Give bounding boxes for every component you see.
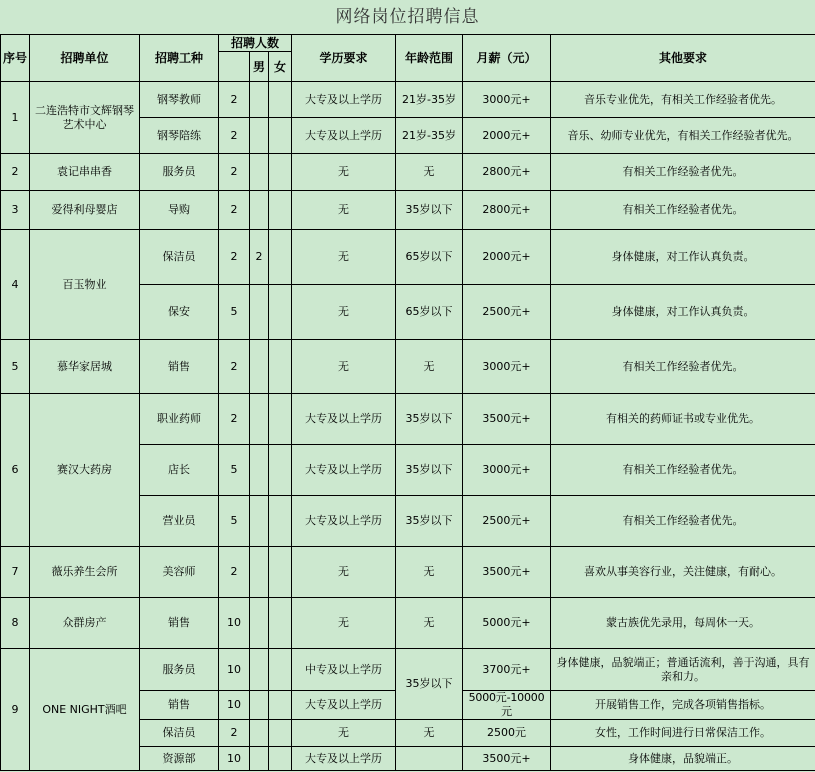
education-cell: 中专及以上学历 [292, 649, 396, 691]
education-cell: 无 [292, 598, 396, 649]
salary-cell: 2000元+ [463, 118, 551, 154]
position-cell: 服务员 [140, 649, 219, 691]
age-cell: 35岁以下 [396, 191, 463, 230]
female-cell [250, 285, 269, 340]
age-cell: 无 [396, 598, 463, 649]
table-row [1, 649, 815, 691]
age-cell: 无 [396, 720, 463, 747]
company-cell: 众群房产 [30, 598, 140, 649]
position-cell: 保洁员 [140, 720, 219, 747]
salary-cell: 2500元 [463, 720, 551, 747]
age-cell: 35岁以下 [396, 496, 463, 547]
salary-cell: 3000元+ [463, 445, 551, 496]
age-cell [396, 747, 463, 771]
age-cell: 21岁-35岁 [396, 118, 463, 154]
other-cell: 有相关工作经验者优先。 [551, 445, 815, 496]
blank-cell [269, 547, 292, 598]
position-cell: 导购 [140, 191, 219, 230]
female-cell [250, 649, 269, 691]
position-cell: 职业药师 [140, 394, 219, 445]
education-cell: 大专及以上学历 [292, 118, 396, 154]
count-cell: 2 [219, 154, 250, 191]
female-cell [250, 691, 269, 720]
other-cell: 喜欢从事美容行业，关注健康，有耐心。 [551, 547, 815, 598]
salary-cell: 2800元+ [463, 154, 551, 191]
other-cell: 音乐专业优先，有相关工作经验者优先。 [551, 82, 815, 118]
count-cell: 2 [219, 118, 250, 154]
other-cell: 开展销售工作，完成各项销售指标。 [551, 691, 815, 720]
table-row [1, 394, 815, 445]
position-cell: 保安 [140, 285, 219, 340]
other-cell: 身体健康，品貌端正。 [551, 747, 815, 771]
blank-cell [269, 598, 292, 649]
header-count-blank [219, 52, 250, 82]
count-cell: 2 [219, 82, 250, 118]
education-cell: 无 [292, 720, 396, 747]
salary-cell: 3500元+ [463, 747, 551, 771]
female-cell [250, 445, 269, 496]
other-cell: 女性，工作时间进行日常保洁工作。 [551, 720, 815, 747]
position-cell: 店长 [140, 445, 219, 496]
count-cell: 5 [219, 496, 250, 547]
age-cell: 无 [396, 154, 463, 191]
education-cell: 大专及以上学历 [292, 747, 396, 771]
count-cell: 5 [219, 445, 250, 496]
female-cell [250, 720, 269, 747]
salary-cell: 2500元+ [463, 285, 551, 340]
count-cell: 2 [219, 394, 250, 445]
position-cell: 销售 [140, 598, 219, 649]
age-cell: 65岁以下 [396, 230, 463, 285]
blank-cell [269, 340, 292, 394]
seq-cell: 7 [1, 547, 30, 598]
age-cell: 21岁-35岁 [396, 82, 463, 118]
position-cell: 钢琴陪练 [140, 118, 219, 154]
header-education: 学历要求 [292, 35, 396, 82]
age-cell: 35岁以下 [396, 394, 463, 445]
other-cell: 有相关工作经验者优先。 [551, 496, 815, 547]
education-cell: 无 [292, 340, 396, 394]
blank-cell [269, 720, 292, 747]
other-cell: 身体健康，对工作认真负责。 [551, 285, 815, 340]
salary-cell: 3000元+ [463, 340, 551, 394]
job-table [0, 34, 815, 771]
count-cell: 10 [219, 598, 250, 649]
salary-cell: 5000元+ [463, 598, 551, 649]
table-row [1, 598, 815, 649]
seq-cell: 6 [1, 394, 30, 547]
age-cell: 35岁以下 [396, 649, 463, 720]
education-cell: 大专及以上学历 [292, 82, 396, 118]
company-cell: 慕华家居城 [30, 340, 140, 394]
age-cell: 无 [396, 340, 463, 394]
table-row [1, 340, 815, 394]
position-cell: 销售 [140, 691, 219, 720]
position-cell: 资源部 [140, 747, 219, 771]
female-cell [250, 118, 269, 154]
salary-cell: 3000元+ [463, 82, 551, 118]
count-cell: 5 [219, 285, 250, 340]
blank-cell [269, 191, 292, 230]
count-cell: 10 [219, 691, 250, 720]
education-cell: 大专及以上学历 [292, 691, 396, 720]
blank-cell [269, 445, 292, 496]
salary-cell: 2000元+ [463, 230, 551, 285]
female-cell [250, 547, 269, 598]
education-cell: 无 [292, 285, 396, 340]
salary-cell: 3700元+ [463, 649, 551, 691]
position-cell: 保洁员 [140, 230, 219, 285]
other-cell: 有相关工作经验者优先。 [551, 154, 815, 191]
education-cell: 无 [292, 547, 396, 598]
position-cell: 美容师 [140, 547, 219, 598]
count-cell: 10 [219, 747, 250, 771]
table-row [1, 82, 815, 118]
company-cell: 袁记串串香 [30, 154, 140, 191]
blank-cell [269, 691, 292, 720]
education-cell: 大专及以上学历 [292, 445, 396, 496]
header-company: 招聘单位 [30, 35, 140, 82]
count-cell: 2 [219, 720, 250, 747]
table-row [1, 230, 815, 285]
seq-cell: 8 [1, 598, 30, 649]
other-cell: 有相关工作经验者优先。 [551, 191, 815, 230]
seq-cell: 1 [1, 82, 30, 154]
age-cell: 35岁以下 [396, 445, 463, 496]
seq-cell: 5 [1, 340, 30, 394]
female-cell [250, 154, 269, 191]
header-other: 其他要求 [551, 35, 815, 82]
count-cell: 2 [219, 191, 250, 230]
female-cell [250, 747, 269, 771]
seq-cell: 2 [1, 154, 30, 191]
company-cell: 百玉物业 [30, 230, 140, 340]
blank-cell [269, 394, 292, 445]
table-row [1, 547, 815, 598]
female-cell [250, 191, 269, 230]
position-cell: 营业员 [140, 496, 219, 547]
table-row [1, 191, 815, 230]
position-cell: 服务员 [140, 154, 219, 191]
company-cell: ONE NIGHT酒吧 [30, 649, 140, 771]
other-cell: 蒙古族优先录用，每周休一天。 [551, 598, 815, 649]
count-cell: 2 [219, 230, 250, 285]
salary-cell: 2500元+ [463, 496, 551, 547]
count-cell: 2 [219, 547, 250, 598]
count-cell: 2 [219, 340, 250, 394]
other-cell: 有相关的药师证书或专业优先。 [551, 394, 815, 445]
blank-cell [269, 118, 292, 154]
female-cell [250, 340, 269, 394]
company-cell: 爱得利母婴店 [30, 191, 140, 230]
header-age: 年龄范围 [396, 35, 463, 82]
blank-cell [269, 285, 292, 340]
female-cell [250, 496, 269, 547]
female-cell [250, 598, 269, 649]
header-male: 男 [250, 52, 269, 82]
other-cell: 身体健康，对工作认真负责。 [551, 230, 815, 285]
company-cell: 薇乐养生会所 [30, 547, 140, 598]
female-cell: 2 [250, 230, 269, 285]
header-position: 招聘工种 [140, 35, 219, 82]
company-cell: 赛汉大药房 [30, 394, 140, 547]
page-title: 网络岗位招聘信息 [335, 7, 480, 27]
count-cell: 10 [219, 649, 250, 691]
header-salary: 月薪（元） [463, 35, 551, 82]
header-seq: 序号 [1, 35, 30, 82]
header-female: 女 [269, 52, 292, 82]
company-cell: 二连浩特市文辉钢琴艺术中心 [30, 82, 140, 154]
blank-cell [269, 154, 292, 191]
salary-cell: 3500元+ [463, 547, 551, 598]
position-cell: 钢琴教师 [140, 82, 219, 118]
position-cell: 销售 [140, 340, 219, 394]
seq-cell: 4 [1, 230, 30, 340]
education-cell: 大专及以上学历 [292, 394, 396, 445]
education-cell: 大专及以上学历 [292, 496, 396, 547]
blank-cell [269, 496, 292, 547]
female-cell [250, 82, 269, 118]
age-cell: 无 [396, 547, 463, 598]
table-row [1, 154, 815, 191]
blank-cell [269, 82, 292, 118]
other-cell: 身体健康，品貌端正；普通话流利，善于沟通，具有亲和力。 [551, 649, 815, 691]
age-cell: 65岁以下 [396, 285, 463, 340]
header-count: 招聘人数 [219, 35, 292, 52]
female-cell [250, 394, 269, 445]
seq-cell: 3 [1, 191, 30, 230]
salary-cell: 2800元+ [463, 191, 551, 230]
other-cell: 有相关工作经验者优先。 [551, 340, 815, 394]
blank-cell [269, 649, 292, 691]
salary-cell: 5000元-10000元 [463, 691, 551, 720]
blank-cell [269, 747, 292, 771]
salary-cell: 3500元+ [463, 394, 551, 445]
seq-cell: 9 [1, 649, 30, 771]
other-cell: 音乐、幼师专业优先，有相关工作经验者优先。 [551, 118, 815, 154]
education-cell: 无 [292, 154, 396, 191]
blank-cell [269, 230, 292, 285]
education-cell: 无 [292, 230, 396, 285]
education-cell: 无 [292, 191, 396, 230]
